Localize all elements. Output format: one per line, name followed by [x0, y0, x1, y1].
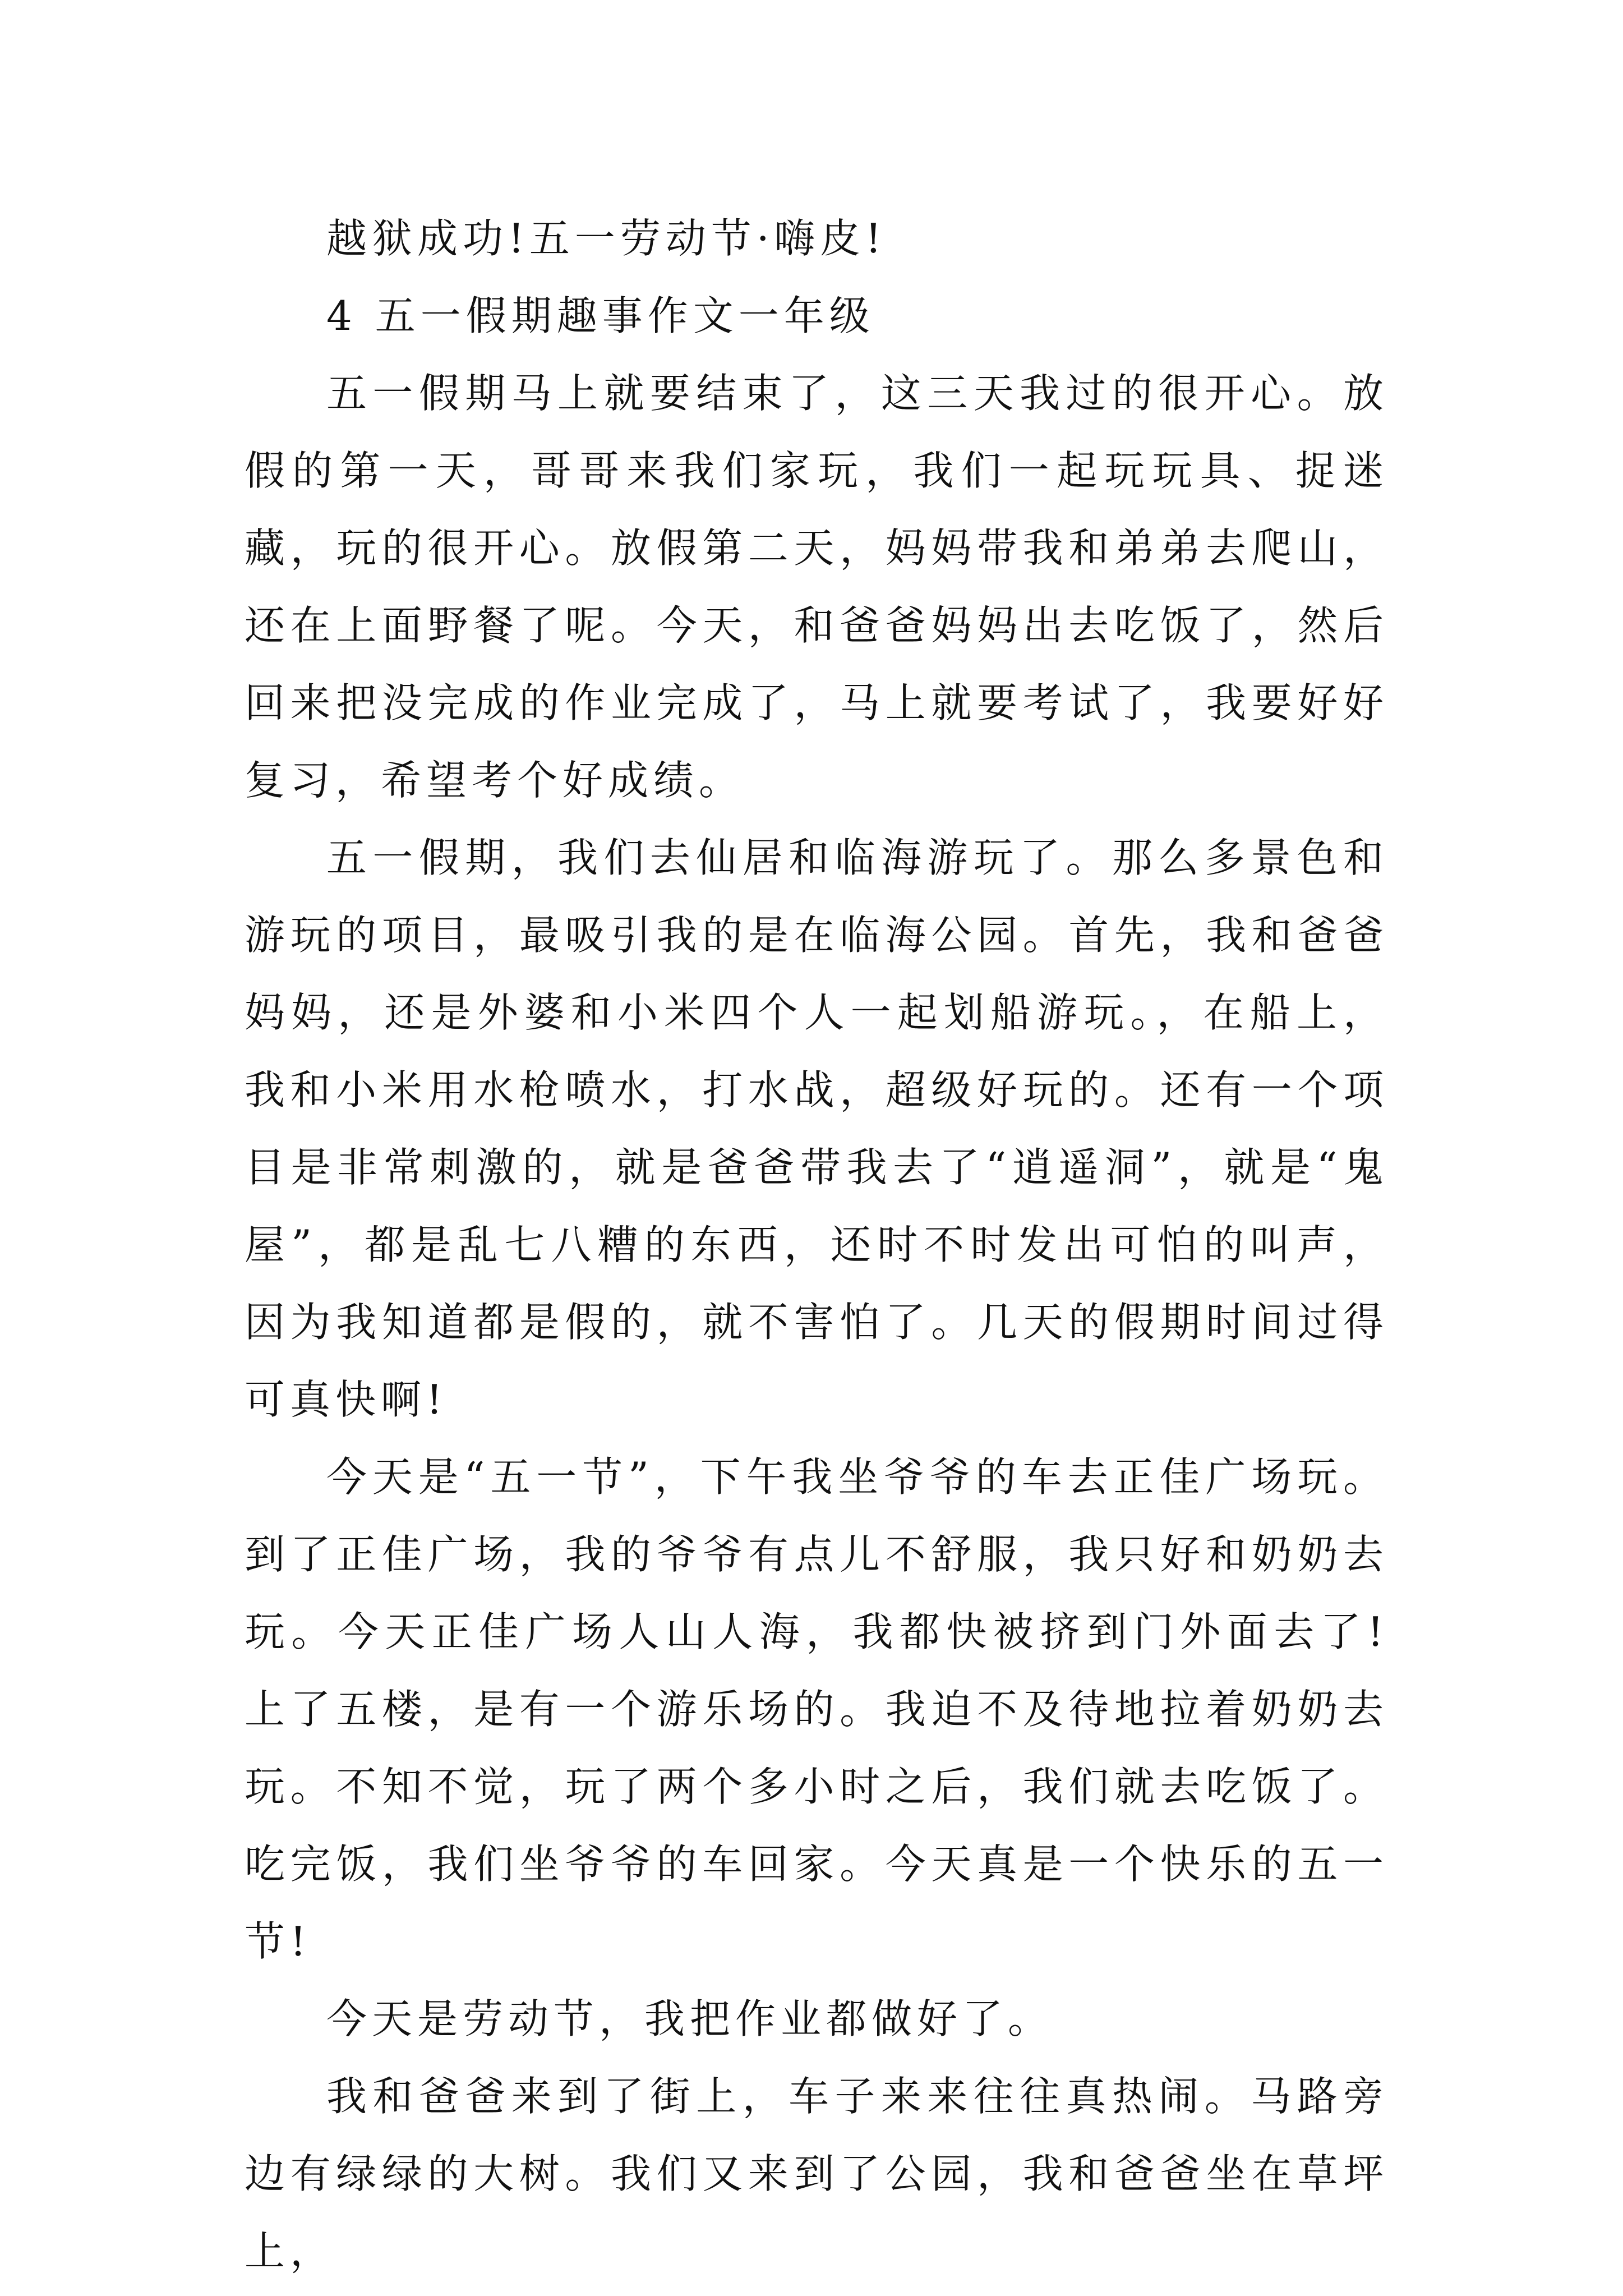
paragraph-1: 五一假期马上就要结束了，这三天我过的很开心。放假的第一天，哥哥来我们家玩，我们一起玩玩具、捉迷藏，玩的很开心。放假第二天，妈妈带我和弟弟去爬山，还在上面野餐了呢。今天，和爸爸妈妈出去吃饭了，然后回来把没完成的作业完成了，马上就要考试了，我要好好复习，希望考个好成绩。 — [245, 370, 1389, 804]
paragraph-5: 我和爸爸来到了街上，车子来来往往真热闹。马路旁边有绿绿的大树。我们又来到了公园，我和爸爸坐在草坪上， — [245, 2073, 1389, 2275]
section-title: 4 五一假期趣事作文一年级 — [326, 292, 875, 339]
paragraph-2: 五一假期，我们去仙居和临海游玩了。那么多景色和游玩的项目，最吸引我的是在临海公园。首先，我和爸爸妈妈，还是外婆和小米四个人一起划船游玩。，在船上，我和小米用水枪喷水，打水战，超级好玩的。还有一个项目是非常刺激的，就是爸爸带我去了“逍遥洞”，就是“鬼屋”，都是乱七八糟的东西，还时不时发出可怕的叫声，因为我知道都是假的，就不害怕了。几天的假期时间过得可真快啊! — [245, 834, 1389, 1423]
document-body — [245, 200, 1389, 2290]
paragraph-3: 今天是“五一节”，下午我坐爷爷的车去正佳广场玩。到了正佳广场，我的爷爷有点儿不舒服，我只好和奶奶去玩。今天正佳广场人山人海，我都快被挤到门外面去了!上了五楼，是有一个游乐场的。我迫不及待地拉着奶奶去玩。不知不觉，玩了两个多小时之后，我们就去吃饭了。吃完饭，我们坐爷爷的车回家。今天真是一个快乐的五一节! — [245, 1453, 1389, 1965]
heading-line-1: 越狱成功!五一劳动节·嗨皮! — [326, 215, 887, 262]
paragraph-4: 今天是劳动节，我把作业都做好了。 — [326, 1995, 1054, 2042]
